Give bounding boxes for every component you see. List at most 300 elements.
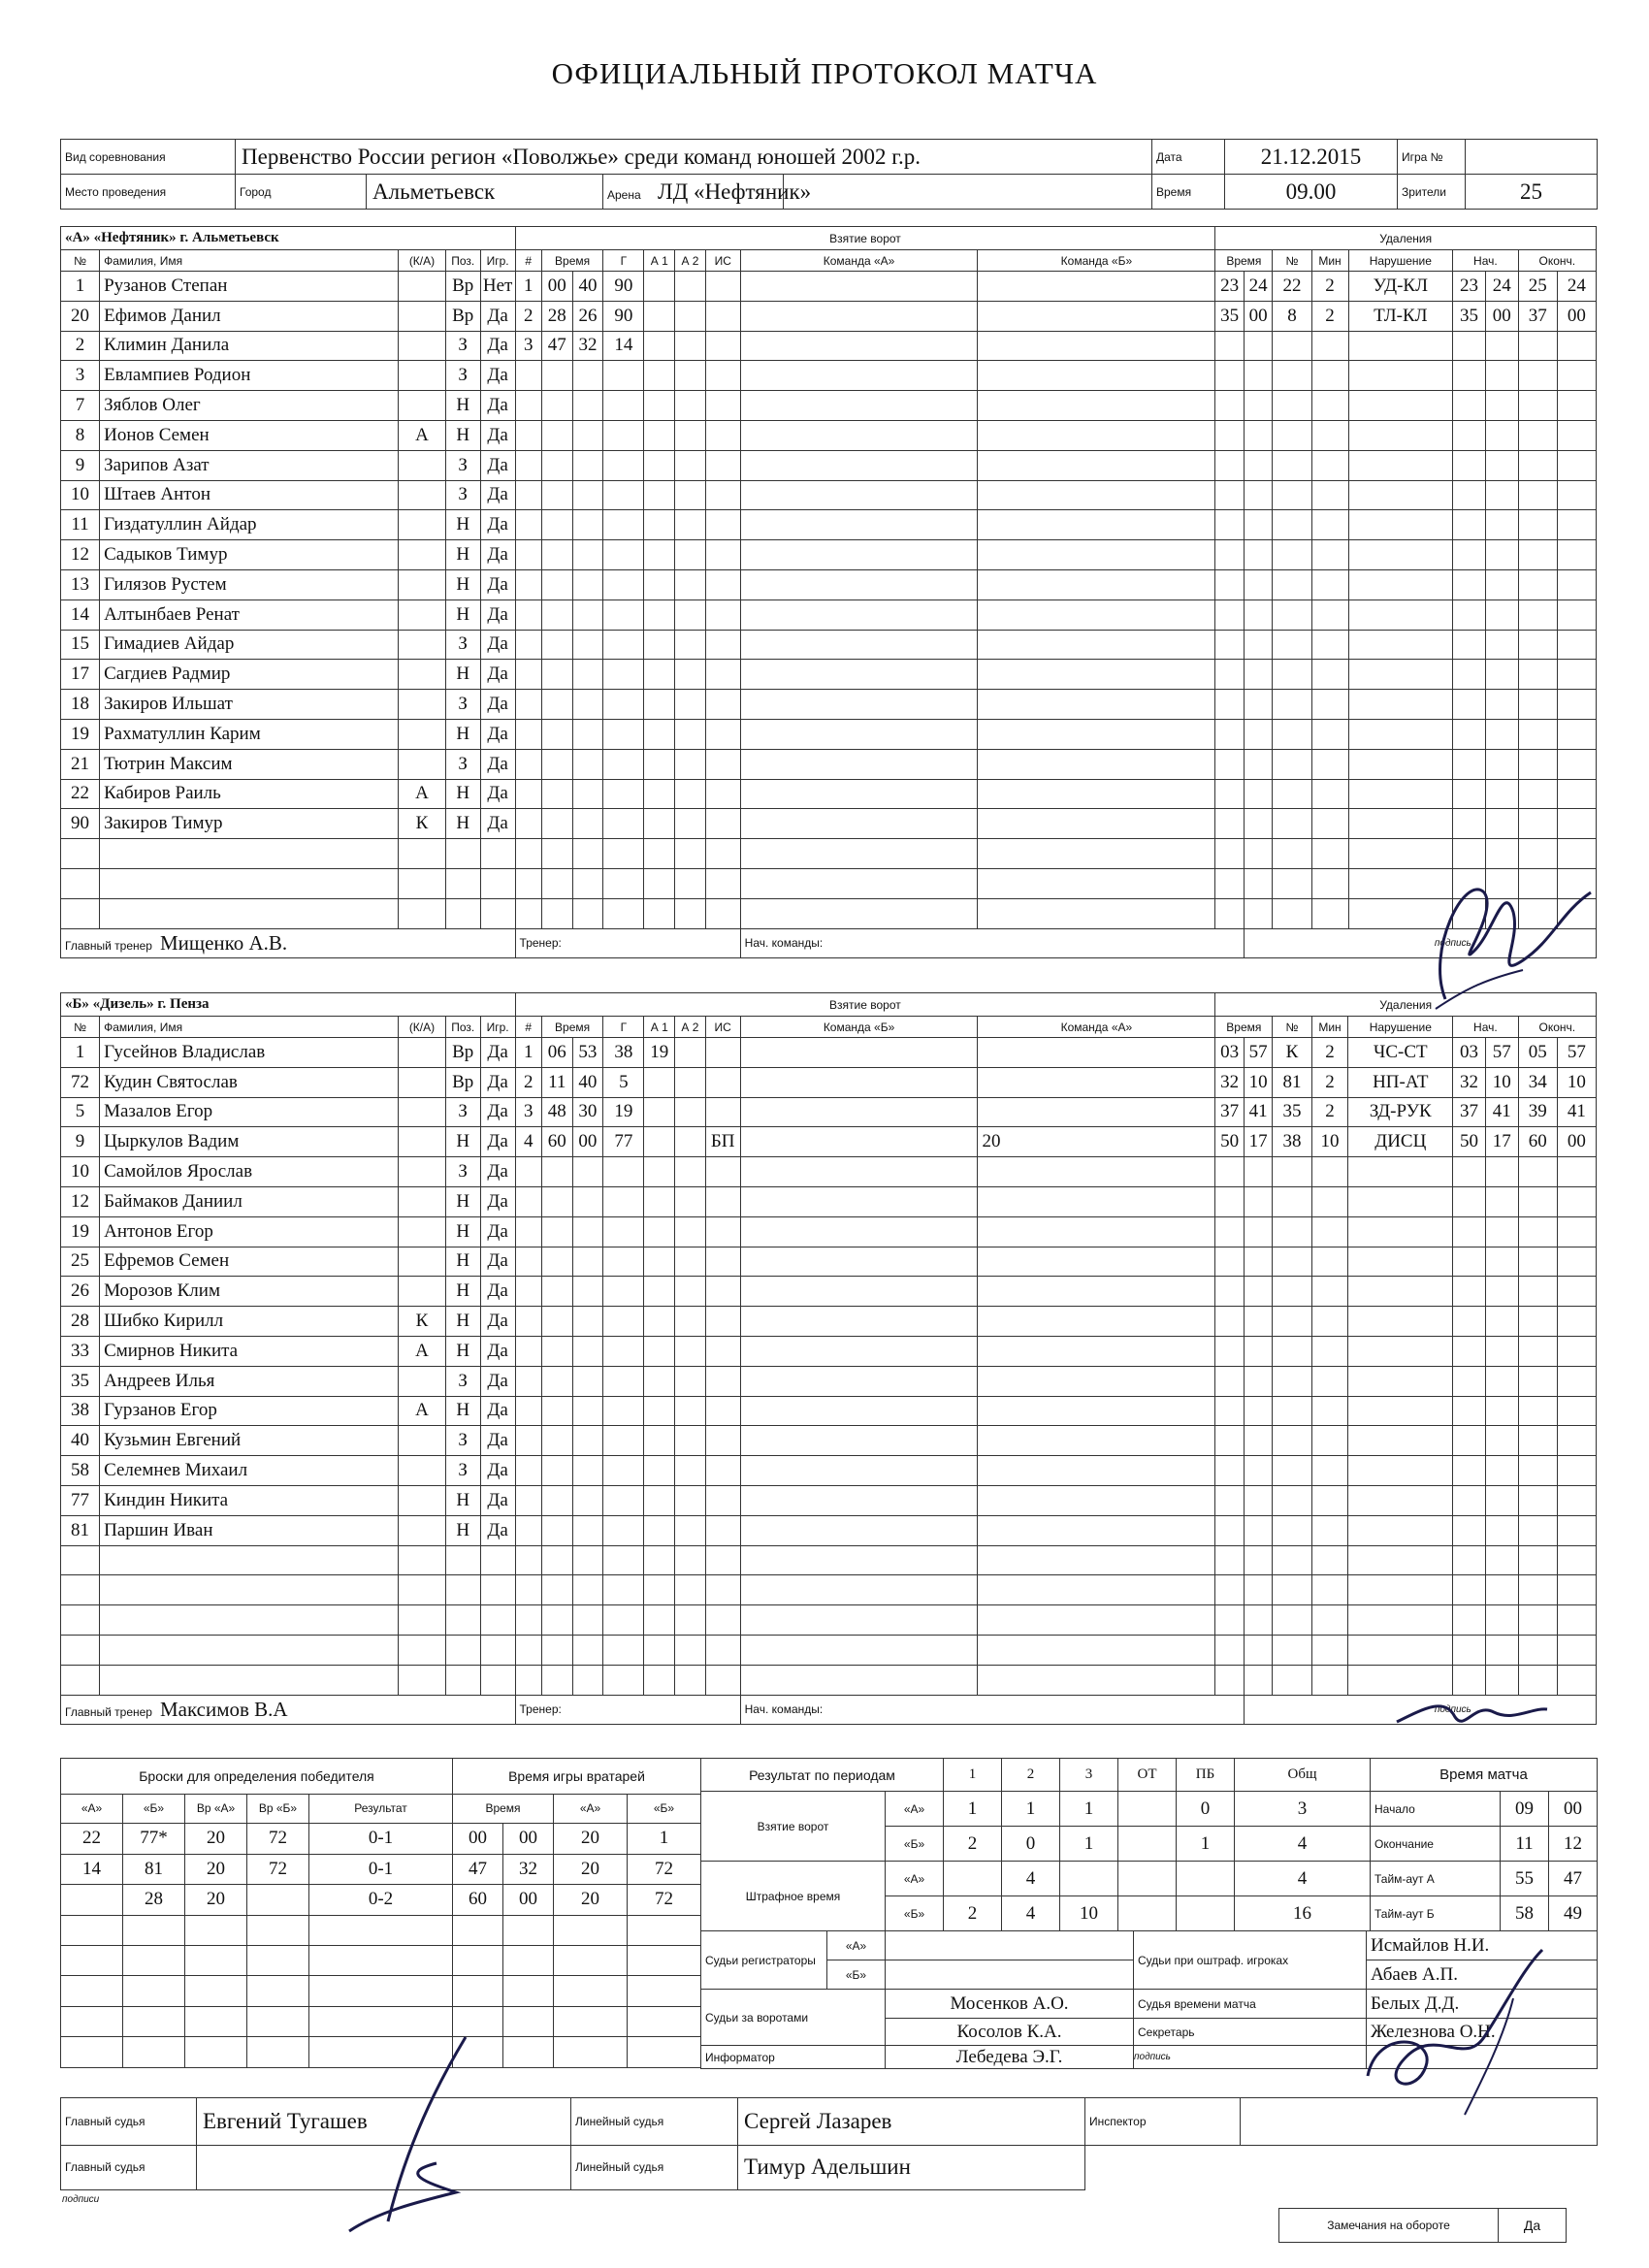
sign-label: подпись bbox=[1244, 1695, 1596, 1724]
pen-sec bbox=[1244, 1247, 1273, 1277]
pen-min bbox=[1215, 779, 1245, 809]
goal-min bbox=[541, 1157, 572, 1187]
pen-end-sec bbox=[1557, 749, 1596, 779]
pen-num bbox=[1273, 839, 1311, 869]
game-label: Игра № bbox=[1398, 140, 1466, 175]
player-name: Кудин Святослав bbox=[100, 1067, 399, 1097]
table-row bbox=[61, 839, 1597, 869]
period-row-label: Штрафное время bbox=[701, 1862, 886, 1931]
match-time-min: 55 bbox=[1501, 1862, 1549, 1896]
goal-sec bbox=[572, 1635, 603, 1665]
player-position: З bbox=[445, 630, 480, 660]
player-number: 13 bbox=[61, 569, 100, 599]
goal-num bbox=[515, 569, 541, 599]
goalie-cell bbox=[554, 1915, 628, 1945]
pen-mins bbox=[1311, 1515, 1348, 1545]
pen-start-sec bbox=[1485, 690, 1518, 720]
goal-sec bbox=[572, 1307, 603, 1337]
shot-cell: 20 bbox=[185, 1885, 247, 1915]
pen-end-min bbox=[1518, 1247, 1557, 1277]
period-cell bbox=[1118, 1827, 1177, 1862]
goal-sec: 30 bbox=[572, 1097, 603, 1127]
periods-table bbox=[700, 1758, 1371, 1931]
goal-num bbox=[515, 1157, 541, 1187]
goal-is bbox=[705, 1635, 740, 1665]
player-ka bbox=[399, 361, 446, 391]
player-name bbox=[100, 1665, 399, 1695]
signature-main-referee bbox=[291, 2027, 504, 2251]
pen-end-sec bbox=[1557, 480, 1596, 510]
shot-cell bbox=[123, 1945, 185, 1975]
pen-num bbox=[1273, 1247, 1311, 1277]
pen-violation bbox=[1348, 599, 1453, 630]
goal-min bbox=[541, 868, 572, 898]
table-row bbox=[61, 1067, 1597, 1097]
goalie-table bbox=[452, 1758, 701, 2068]
pen-min bbox=[1215, 510, 1245, 540]
pen-min bbox=[1215, 1515, 1245, 1545]
pen-num bbox=[1273, 898, 1311, 928]
col-pe: Оконч. bbox=[1518, 1017, 1596, 1038]
line-ref-2: Тимур Адельшин bbox=[738, 2145, 1085, 2189]
shot-cell bbox=[185, 1915, 247, 1945]
pen-num bbox=[1273, 391, 1311, 421]
pen-end-min bbox=[1518, 569, 1557, 599]
lines-opp bbox=[978, 391, 1215, 421]
player-name: Паршин Иван bbox=[100, 1515, 399, 1545]
lines-opp bbox=[978, 1575, 1215, 1605]
player-number: 17 bbox=[61, 660, 100, 690]
period-cell: 1 bbox=[1060, 1792, 1118, 1827]
goal-a2 bbox=[675, 361, 706, 391]
goal-num bbox=[515, 1186, 541, 1216]
goal-is bbox=[705, 450, 740, 480]
goal-a2 bbox=[675, 1485, 706, 1515]
pen-end-sec bbox=[1557, 361, 1596, 391]
goal-a1 bbox=[644, 391, 675, 421]
table-row bbox=[61, 1426, 1597, 1456]
shot-cell: 20 bbox=[185, 1854, 247, 1884]
goal-sec bbox=[572, 1665, 603, 1695]
player-name: Ионов Семен bbox=[100, 420, 399, 450]
pen-violation bbox=[1348, 391, 1453, 421]
pen-start-min bbox=[1453, 1396, 1486, 1426]
pen-start-sec: 00 bbox=[1485, 301, 1518, 331]
period-row-label: Взятие ворот bbox=[701, 1792, 886, 1862]
pen-start-sec bbox=[1485, 1635, 1518, 1665]
player-played: Да bbox=[480, 1127, 515, 1157]
goal-min bbox=[541, 898, 572, 928]
player-played: Да bbox=[480, 450, 515, 480]
period-team: «А» bbox=[886, 1792, 944, 1827]
pen-end-min bbox=[1518, 809, 1557, 839]
pen-end-min bbox=[1518, 331, 1557, 361]
goal-is bbox=[705, 839, 740, 869]
table-row bbox=[61, 1824, 453, 1854]
goal-a1: 19 bbox=[644, 1038, 675, 1068]
pen-min bbox=[1215, 331, 1245, 361]
player-number bbox=[61, 1545, 100, 1575]
shot-cell bbox=[185, 2006, 247, 2036]
player-played: Да bbox=[480, 1426, 515, 1456]
player-name: Гимадиев Айдар bbox=[100, 630, 399, 660]
goal-num: 2 bbox=[515, 301, 541, 331]
goal-is bbox=[705, 868, 740, 898]
shot-cell: 22 bbox=[61, 1824, 123, 1854]
goal-is bbox=[705, 779, 740, 809]
pen-mins bbox=[1311, 868, 1348, 898]
pen-violation bbox=[1348, 719, 1453, 749]
goal-num bbox=[515, 1515, 541, 1545]
pen-min bbox=[1215, 1396, 1245, 1426]
col-pm: Мин bbox=[1311, 250, 1348, 272]
pen-sec bbox=[1244, 868, 1273, 898]
lines-opp bbox=[978, 1426, 1215, 1456]
pen-end-min: 25 bbox=[1518, 272, 1557, 302]
remarks-value: Да bbox=[1499, 2209, 1567, 2243]
teamA-pen-head: Удаления bbox=[1215, 227, 1597, 250]
teamA-goals-head: Взятие ворот bbox=[515, 227, 1215, 250]
player-position: Н bbox=[445, 569, 480, 599]
informer: Лебедева Э.Г. bbox=[886, 2046, 1134, 2069]
goal-g bbox=[603, 868, 644, 898]
line-ref-1: Сергей Лазарев bbox=[738, 2098, 1085, 2146]
goalie-cell bbox=[503, 2037, 554, 2068]
player-ka bbox=[399, 868, 446, 898]
pen-start-min bbox=[1453, 1635, 1486, 1665]
pen-num bbox=[1273, 1545, 1311, 1575]
player-position bbox=[445, 868, 480, 898]
pen-num bbox=[1273, 1635, 1311, 1665]
shots-h-0: «А» bbox=[61, 1794, 123, 1823]
goal-is bbox=[705, 1307, 740, 1337]
period-cell: 4 bbox=[1235, 1862, 1371, 1896]
pen-mins bbox=[1311, 719, 1348, 749]
player-position: З bbox=[445, 1426, 480, 1456]
player-ka bbox=[399, 1127, 446, 1157]
period-cell: 1 bbox=[1002, 1792, 1060, 1827]
pen-start-min bbox=[1453, 450, 1486, 480]
pen-sec bbox=[1244, 450, 1273, 480]
goal-is bbox=[705, 719, 740, 749]
goal-g bbox=[603, 420, 644, 450]
goal-g bbox=[603, 809, 644, 839]
goal-sec: 40 bbox=[572, 1067, 603, 1097]
pen-mins: 2 bbox=[1311, 1067, 1348, 1097]
goal-g bbox=[603, 1157, 644, 1187]
goal-min bbox=[541, 1366, 572, 1396]
pen-start-sec bbox=[1485, 420, 1518, 450]
lines-own bbox=[740, 839, 978, 869]
goal-a1 bbox=[644, 510, 675, 540]
pen-mins bbox=[1311, 1336, 1348, 1366]
table-row bbox=[61, 690, 1597, 720]
pen-end-min bbox=[1518, 1186, 1557, 1216]
pen-violation bbox=[1348, 1515, 1453, 1545]
pen-start-min bbox=[1453, 1216, 1486, 1247]
pen-min bbox=[1215, 630, 1245, 660]
shot-cell bbox=[61, 1885, 123, 1915]
player-name bbox=[100, 1605, 399, 1636]
pen-start-sec bbox=[1485, 1366, 1518, 1396]
col-own: Команда «Б» bbox=[740, 1017, 978, 1038]
pen-num bbox=[1273, 1307, 1311, 1337]
period-cell: 1 bbox=[1060, 1827, 1118, 1862]
inspector-label: Инспектор bbox=[1085, 2098, 1241, 2146]
player-ka bbox=[399, 1366, 446, 1396]
goal-a2 bbox=[675, 450, 706, 480]
player-position bbox=[445, 1635, 480, 1665]
goal-sec bbox=[572, 1485, 603, 1515]
player-position: З bbox=[445, 450, 480, 480]
goal-a2 bbox=[675, 1097, 706, 1127]
pen-sec bbox=[1244, 1307, 1273, 1337]
lines-own bbox=[740, 1396, 978, 1426]
goal-judges-label: Судьи за воротами bbox=[701, 1990, 886, 2046]
table-row bbox=[61, 569, 1597, 599]
coach-name: Мищенко А.В. bbox=[159, 930, 288, 955]
table-row bbox=[61, 1157, 1597, 1187]
pen-num bbox=[1273, 1426, 1311, 1456]
goal-a2 bbox=[675, 540, 706, 570]
goal-min bbox=[541, 1307, 572, 1337]
goal-min bbox=[541, 1605, 572, 1636]
table-row bbox=[61, 1665, 1597, 1695]
pen-sec bbox=[1244, 1456, 1273, 1486]
player-ka bbox=[399, 480, 446, 510]
pen-end-sec bbox=[1557, 331, 1596, 361]
player-name: Закиров Тимур bbox=[100, 809, 399, 839]
period-cell: 4 bbox=[1002, 1896, 1060, 1931]
col-pt: Время bbox=[1215, 250, 1273, 272]
goal-is bbox=[705, 1097, 740, 1127]
lines-own bbox=[740, 1157, 978, 1187]
lines-own bbox=[740, 272, 978, 302]
goal-a2 bbox=[675, 839, 706, 869]
goal-a2 bbox=[675, 1366, 706, 1396]
pen-end-min bbox=[1518, 540, 1557, 570]
shot-cell bbox=[309, 1945, 453, 1975]
pen-end-sec bbox=[1557, 1426, 1596, 1456]
player-ka bbox=[399, 599, 446, 630]
goal-min: 47 bbox=[541, 331, 572, 361]
player-played: Да bbox=[480, 1515, 515, 1545]
pen-min bbox=[1215, 480, 1245, 510]
pen-num bbox=[1273, 749, 1311, 779]
lines-own bbox=[740, 898, 978, 928]
shot-cell: 72 bbox=[247, 1824, 309, 1854]
pen-start-min bbox=[1453, 749, 1486, 779]
shot-cell bbox=[185, 1976, 247, 2006]
goal-num bbox=[515, 480, 541, 510]
pen-min bbox=[1215, 391, 1245, 421]
signature-team-a bbox=[1406, 854, 1600, 1019]
table-row bbox=[701, 1862, 1371, 1896]
goal-g: 38 bbox=[603, 1038, 644, 1068]
col-opp: Команда «А» bbox=[978, 1017, 1215, 1038]
pen-start-sec: 57 bbox=[1485, 1038, 1518, 1068]
goal-a2 bbox=[675, 1605, 706, 1636]
goal-g bbox=[603, 1307, 644, 1337]
goal-sec bbox=[572, 599, 603, 630]
pen-end-min: 34 bbox=[1518, 1067, 1557, 1097]
table-row bbox=[61, 1485, 1597, 1515]
player-name: Евлампиев Родион bbox=[100, 361, 399, 391]
lines-own bbox=[740, 301, 978, 331]
pen-start-sec: 17 bbox=[1485, 1127, 1518, 1157]
pen-violation bbox=[1348, 1307, 1453, 1337]
goalie-cell bbox=[453, 1945, 503, 1975]
pen-end-sec bbox=[1557, 1216, 1596, 1247]
pen-box-2: Абаев А.П. bbox=[1367, 1960, 1598, 1990]
goal-a2 bbox=[675, 809, 706, 839]
player-name bbox=[100, 1635, 399, 1665]
goalie-cell: 72 bbox=[628, 1885, 701, 1915]
goal-num bbox=[515, 1426, 541, 1456]
pen-num: 8 bbox=[1273, 301, 1311, 331]
pen-end-min bbox=[1518, 599, 1557, 630]
lines-opp bbox=[978, 749, 1215, 779]
player-ka bbox=[399, 450, 446, 480]
goal-g bbox=[603, 660, 644, 690]
player-number: 9 bbox=[61, 1127, 100, 1157]
pen-min bbox=[1215, 809, 1245, 839]
pen-mins: 2 bbox=[1311, 1097, 1348, 1127]
reg-label: Судьи регистраторы bbox=[701, 1931, 827, 1990]
pen-end-sec bbox=[1557, 660, 1596, 690]
goal-a2 bbox=[675, 480, 706, 510]
player-name: Зяблов Олег bbox=[100, 391, 399, 421]
goal-a1 bbox=[644, 660, 675, 690]
pen-start-min bbox=[1453, 1545, 1486, 1575]
coach-label: Главный тренер bbox=[65, 1704, 152, 1719]
pen-num bbox=[1273, 1456, 1311, 1486]
player-number: 10 bbox=[61, 1157, 100, 1187]
pen-mins bbox=[1311, 1307, 1348, 1337]
player-position: Н bbox=[445, 1186, 480, 1216]
pen-mins bbox=[1311, 630, 1348, 660]
goal-num bbox=[515, 690, 541, 720]
pen-start-sec bbox=[1485, 361, 1518, 391]
goal-min bbox=[541, 450, 572, 480]
lines-opp bbox=[978, 1605, 1215, 1636]
player-position: Н bbox=[445, 660, 480, 690]
pen-num bbox=[1273, 1665, 1311, 1695]
goal-sec bbox=[572, 1396, 603, 1426]
shot-cell bbox=[247, 1885, 309, 1915]
table-row bbox=[61, 1247, 1597, 1277]
goal-a1 bbox=[644, 1336, 675, 1366]
player-ka bbox=[399, 1485, 446, 1515]
period-cell: 0 bbox=[1177, 1792, 1235, 1827]
player-position: З bbox=[445, 690, 480, 720]
player-position bbox=[445, 1545, 480, 1575]
pen-end-sec bbox=[1557, 450, 1596, 480]
pen-start-min bbox=[1453, 599, 1486, 630]
table-row bbox=[61, 1515, 1597, 1545]
pen-min bbox=[1215, 1336, 1245, 1366]
player-ka bbox=[399, 749, 446, 779]
goal-sec bbox=[572, 1426, 603, 1456]
pen-sec bbox=[1244, 510, 1273, 540]
player-ka bbox=[399, 1515, 446, 1545]
goal-is bbox=[705, 510, 740, 540]
pen-min bbox=[1215, 1605, 1245, 1636]
pen-violation: ТЛ-КЛ bbox=[1348, 301, 1453, 331]
pen-sec bbox=[1244, 690, 1273, 720]
pen-end-sec bbox=[1557, 1247, 1596, 1277]
pen-mins bbox=[1311, 450, 1348, 480]
goalie-h-b: «Б» bbox=[628, 1794, 701, 1823]
goal-g bbox=[603, 690, 644, 720]
coach-name: Максимов В.А bbox=[159, 1697, 288, 1721]
pen-start-min bbox=[1453, 809, 1486, 839]
goal-sec bbox=[572, 630, 603, 660]
table-row bbox=[61, 1366, 1597, 1396]
pen-start-sec bbox=[1485, 1307, 1518, 1337]
goal-a1 bbox=[644, 1396, 675, 1426]
goal-min: 00 bbox=[541, 272, 572, 302]
pen-end-min bbox=[1518, 1336, 1557, 1366]
pen-sec bbox=[1244, 1336, 1273, 1366]
city-label: Город bbox=[236, 175, 367, 210]
match-time-label: Начало bbox=[1371, 1792, 1501, 1827]
pen-end-min bbox=[1518, 510, 1557, 540]
goal-sec bbox=[572, 480, 603, 510]
pen-start-sec bbox=[1485, 660, 1518, 690]
pen-num bbox=[1273, 1575, 1311, 1605]
goal-g: 90 bbox=[603, 301, 644, 331]
lines-own bbox=[740, 361, 978, 391]
pen-num bbox=[1273, 420, 1311, 450]
player-number: 3 bbox=[61, 361, 100, 391]
goal-a1 bbox=[644, 1247, 675, 1277]
goal-g: 77 bbox=[603, 1127, 644, 1157]
goal-num bbox=[515, 1456, 541, 1486]
pen-end-sec bbox=[1557, 1575, 1596, 1605]
table-row bbox=[61, 1277, 1597, 1307]
player-played bbox=[480, 1575, 515, 1605]
match-time-sec: 00 bbox=[1549, 1792, 1598, 1827]
pen-start-min bbox=[1453, 1485, 1486, 1515]
table-row bbox=[61, 1885, 453, 1915]
player-number: 12 bbox=[61, 540, 100, 570]
table-row bbox=[61, 660, 1597, 690]
goal-min bbox=[541, 1515, 572, 1545]
player-number: 7 bbox=[61, 391, 100, 421]
goal-num bbox=[515, 1336, 541, 1366]
goal-min: 28 bbox=[541, 301, 572, 331]
table-row bbox=[61, 540, 1597, 570]
lines-opp bbox=[978, 1366, 1215, 1396]
goal-is bbox=[705, 1605, 740, 1636]
player-name: Цыркулов Вадим bbox=[100, 1127, 399, 1157]
pen-num: 22 bbox=[1273, 272, 1311, 302]
pen-end-min bbox=[1518, 1366, 1557, 1396]
coach-label: Главный тренер bbox=[65, 938, 152, 953]
goal-g bbox=[603, 1575, 644, 1605]
goal-sec: 32 bbox=[572, 331, 603, 361]
col-a2: А 2 bbox=[675, 1017, 706, 1038]
pen-violation bbox=[1348, 1575, 1453, 1605]
pen-end-min bbox=[1518, 1515, 1557, 1545]
goal-min: 60 bbox=[541, 1127, 572, 1157]
goal-g bbox=[603, 1545, 644, 1575]
goal-a2 bbox=[675, 690, 706, 720]
pen-sec bbox=[1244, 480, 1273, 510]
player-name: Гиздатуллин Айдар bbox=[100, 510, 399, 540]
goal-g bbox=[603, 540, 644, 570]
